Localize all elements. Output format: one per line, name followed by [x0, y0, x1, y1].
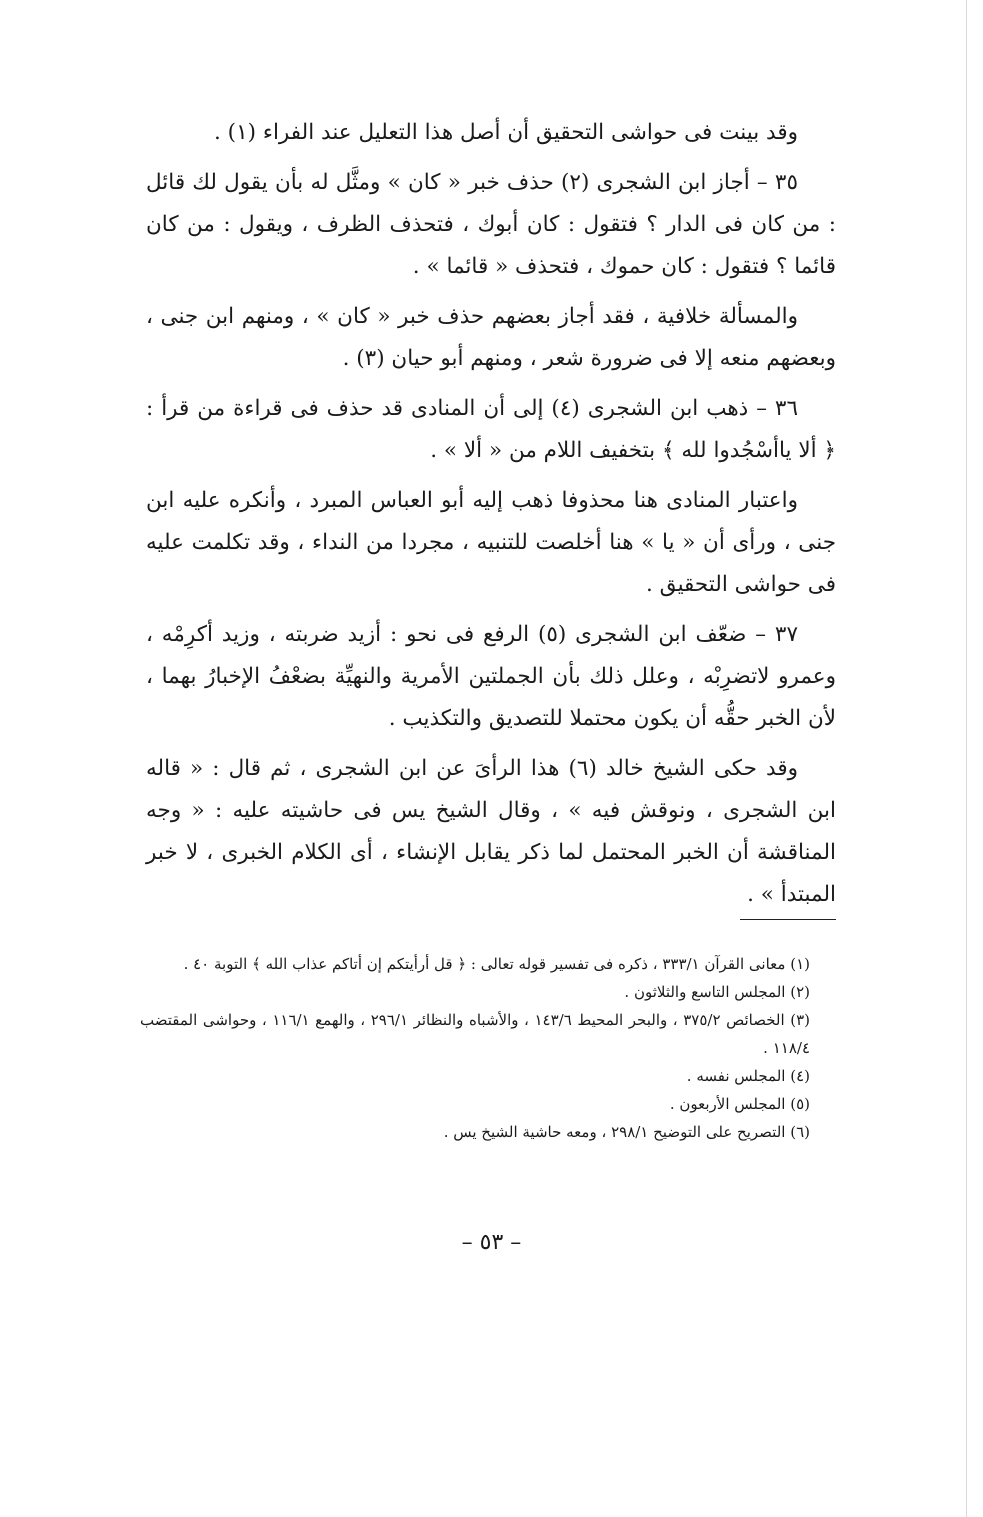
paragraph-item-36: ٣٦ – ذهب ابن الشجرى (٤) إلى أن المنادى قد حذف فى قراءة من قرأ : ﴿ ألا ياأسْجُدوا لله ﴾ بتخفيف اللام من « ألا » . [146, 396, 836, 463]
footnote-6: (٦) التصريح على التوضيح ٢٩٨/١ ، ومعه حاشية الشيخ يس . [443, 1123, 810, 1141]
paragraph-item-35: ٣٥ – أجاز ابن الشجرى (٢) حذف خبر « كان » ومثَّل له بأن يقول لك قائل : من كان فى الدار ؟ فتقول : كان أبوك ، فتحذف الظرف ، ويقول : من كان قائما ؟ فتقول : كان حموك ، فتحذف « قائما » . [146, 170, 836, 279]
footnote-2: (٢) المجلس التاسع والثلاثون . [624, 983, 810, 1001]
footnote-3: (٣) الخصائص ٣٧٥/٢ ، والبحر المحيط ١٤٣/٦ ، والأشباه والنظائر ٢٩٦/١ ، والهمع ١١٦/١ ، وحواشى المقتضب ١١٨/٤ . [140, 1011, 810, 1057]
page-number: – ٥٣ – [461, 1230, 522, 1255]
main-text [146, 112, 836, 924]
footnote-divider [740, 919, 836, 920]
paragraph-3: والمسألة خلافية ، فقد أجاز بعضهم حذف خبر « كان » ، ومنهم ابن جنى ، وبعضهم منعه إلا فى ضرورة شعر ، ومنهم أبو حيان (٣) . [146, 304, 836, 371]
footnote-1: (١) معانى القرآن ٣٣٣/١ ، ذكره فى تفسير قوله تعالى : ﴿ قل أرأيتكم إن أتاكم عذاب الله ﴾ التوبة ٤٠ . [183, 955, 810, 973]
paragraph-item-37: ٣٧ – ضعّف ابن الشجرى (٥) الرفع فى نحو : أزيد ضربته ، وزيد أكرِمْه ، وعمرو لاتضرِبْه ، وعلل ذلك بأن الجملتين الأمرية والنهيِّة بضعْفُ الإخبارُ بهما ، لأن الخبر حقُّه أن يكون محتملا للتصديق والتكذيب . [146, 622, 836, 731]
paragraph-1: وقد بينت فى حواشى التحقيق أن أصل هذا التعليل عند الفراء (١) . [214, 120, 798, 145]
paragraph-5: واعتبار المنادى هنا محذوفا ذهب إليه أبو العباس المبرد ، وأنكره عليه ابن جنى ، ورأى أن « يا » هنا أخلصت للتنبيه ، مجردا من النداء ، وقد تكلمت عليه فى حواشى التحقيق . [146, 488, 836, 597]
footnote-5: (٥) المجلس الأربعون . [669, 1095, 810, 1113]
page-edge-line [966, 0, 967, 1517]
footnote-4: (٤) المجلس نفسه . [686, 1067, 810, 1085]
footnotes [140, 950, 810, 1146]
paragraph-7: وقد حكى الشيخ خالد (٦) هذا الرأىَ عن ابن الشجرى ، ثم قال : « قاله ابن الشجرى ، ونوقش فيه » ، وقال الشيخ يس فى حاشيته عليه : « وجه المناقشة أن الخبر المحتمل لما ذكر يقابل الإنشاء ، أى الكلام الخبرى ، لا خبر المبتدأ » . [146, 756, 836, 907]
